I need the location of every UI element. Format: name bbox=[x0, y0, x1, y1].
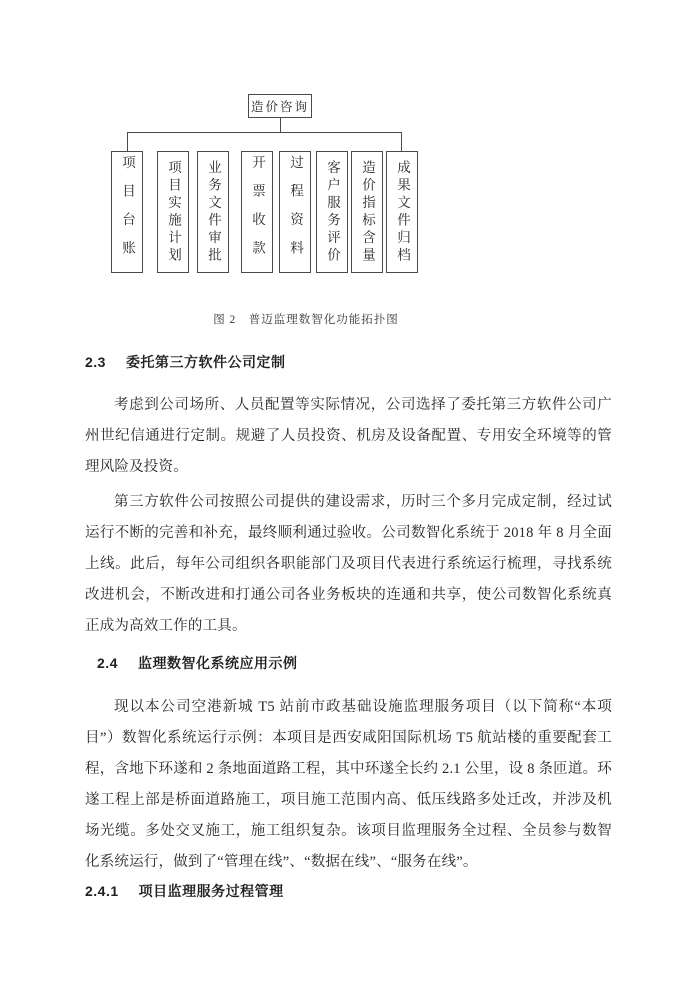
org-chart-node-result-file-archiving: 成果文件归档 bbox=[386, 151, 418, 273]
org-chart-node-process-materials: 过程资料 bbox=[279, 151, 311, 273]
connector-line-root-drop bbox=[280, 118, 281, 132]
org-chart-node-business-file-approval: 业务文件审批 bbox=[197, 151, 229, 273]
org-chart-node-invoicing-collection: 开票收款 bbox=[241, 151, 273, 273]
connector-line-right-drop bbox=[401, 132, 402, 151]
org-chart-root-node: 造价咨询 bbox=[248, 94, 312, 118]
org-chart-node-customer-service-evaluation: 客户服务评价 bbox=[316, 151, 348, 273]
section-title: 项目监理服务过程管理 bbox=[138, 883, 284, 899]
paragraph-application-example: 现以本公司空港新城 T5 站前市政基础设施监理服务项目（以下简称“本项目”）数智化系统运行示例：本项目是西安咸阳国际机场 T5 航站楼的重要配套工程，含地下环遂和 2 条地面道路工程，其中环遂全长约 2.1 公里，设 8 条匝道。环遂工程上部是桥面道路施工，项目施工范围内高、低压线路多处迁改，并涉及机场光缆。多处交叉施工，施工组织复杂。该项目监理服务全过程、全员参与数智化系统运行，做到了“管理在线”、“数据在线”、“服务在线”。 bbox=[85, 699, 612, 870]
section-title: 委托第三方软件公司定制 bbox=[125, 354, 286, 370]
org-chart-node-cost-index-content: 造价指标含量 bbox=[351, 151, 383, 273]
figure-caption: 图 2 普迈监理数智化功能拓扑图 bbox=[213, 314, 399, 326]
paragraph-customization-process: 第三方软件公司按照公司提供的建设需求，历时三个多月完成定制，经过试运行不断的完善和补充，最终顺利通过验收。公司数智化系统于 2018 年 8 月全面上线。此后，每年公司组织各职能部门及项目代表进行系统运行梳理，寻找系统改进机会，不断改进和打通公司各业务板块的连通和共享，使公司数智化系统真正成为高效工作的工具。 bbox=[85, 494, 612, 634]
connector-line-horizontal bbox=[127, 132, 402, 133]
section-heading-2-4-1 bbox=[85, 881, 284, 901]
figure-topology-diagram bbox=[0, 94, 700, 280]
section-title: 监理数智化系统应用示例 bbox=[137, 655, 298, 671]
connector-line-left-drop bbox=[127, 132, 128, 151]
section-number: 2.4 bbox=[97, 655, 118, 671]
paragraph-outsourcing-decision: 考虑到公司场所、人员配置等实际情况，公司选择了委托第三方软件公司广州世纪信通进行定制。规避了人员投资、机房及设备配置、专用安全环境等的管理风险及投资。 bbox=[85, 397, 612, 475]
section-heading-2-4 bbox=[97, 653, 297, 673]
section-heading-2-3 bbox=[85, 352, 285, 372]
section-number: 2.3 bbox=[85, 354, 106, 370]
org-chart-node-project-ledger: 项目台账 bbox=[111, 151, 143, 273]
org-chart-node-implementation-plan: 项目实施计划 bbox=[157, 151, 189, 273]
section-number: 2.4.1 bbox=[85, 883, 119, 899]
